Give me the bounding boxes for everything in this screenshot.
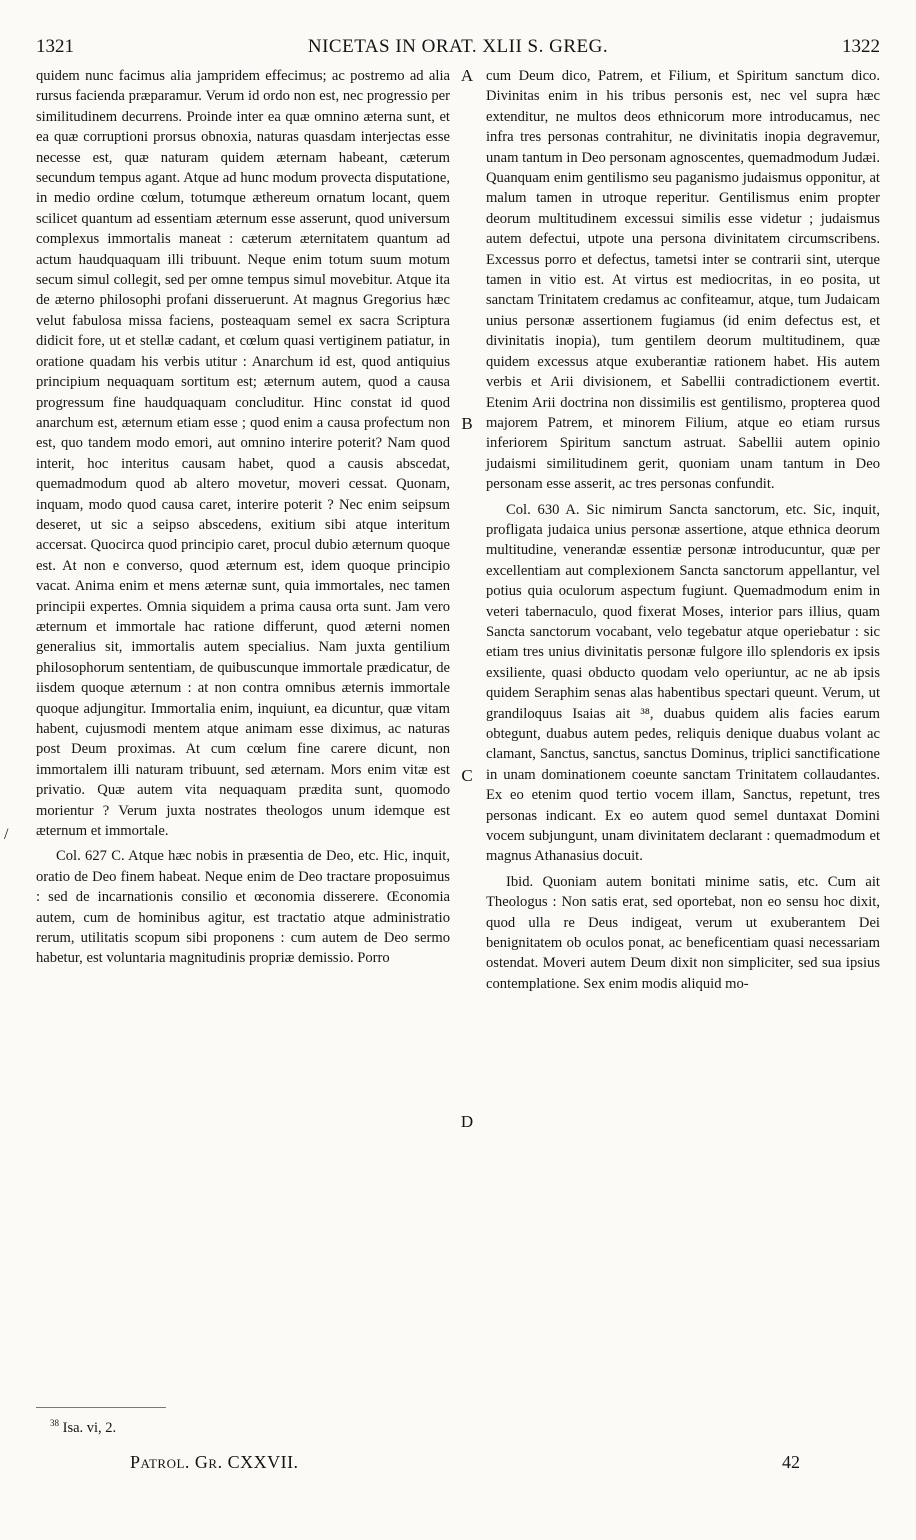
margin-letter-b: B <box>461 414 473 433</box>
footnote-text: Isa. vi, 2. <box>62 1419 117 1436</box>
running-title: NICETAS IN ORAT. XLII S. GREG. <box>307 36 609 57</box>
volume-signature: Patrol. Gr. CXXVII. <box>130 1452 299 1472</box>
margin-letter-d: D <box>460 1112 474 1131</box>
margin-letter-c: C <box>461 766 473 785</box>
right-paragraph-1: cum Deum dico, Patrem, et Filium, et Spiritum sanctum dico. Divinitas enim in his tribus personis est, nec vel supra hæc extenditur, ne multos deos ethnicorum more introducamus, nec infra tres personas contrahitur, ne divinitatis inopia degravemur, unam tantum in Deo personam agnoscentes, quemadmodum Judæi. Quanquam enim gentilismo seu paganismo judaismus opponitur, at malum tamen in utroque reperitur. Gentilismus enim propter deorum multitudinem excessui similis esse videtur ; judaismus autem defectui, utpote una persona divinitatem circumscribens. Excessus porro et defectus, tametsi inter se contrarii sint, uterque tamen in vitio est. At virtus est mediocritas, in eo posita, ut sanctam Trinitatem credamus ac confiteamur, atque, tum Judaicam unius personæ assertionem fugiamus (id enim defectus est, et divinitatis inopia), tum gentilem deorum multitudinem, quæ quidem excessus atque exuberantiæ rationem habet. His autem verbis et Arii divisionem, et Sabellii contradictionem evertit. Etenim Arii doctrina non dissimilis est gentilismo, propterea quod majorem Patrem, et minorem Filium, atque eo etiam rursus inferiorem Spiritum sanctum astruat. Sabellii autem opinio judaismi similitudinem gerit, quoniam unam tantum in Deo personam esse asserit, ac tres personas confundit. <box>486 68 880 493</box>
footnote-mark: 38 <box>50 1418 59 1428</box>
left-paragraph-2: Col. 627 C. Atque hæc nobis in præsentia de Deo, etc. Hic, inquit, oratio de Deo finem habeat. Neque enim de Deo tractare proposuimus : sed de incarnationis consilio et œconomia disserere. Œconomia autem, cum de hominibus agitur, est tractatio atque administratio rerum, utilitatis scopum sibi proponens : cum autem de Deo sermo habetur, est voluntaria magnitudinis propriæ demissio. Porro <box>36 848 450 967</box>
left-column <box>36 66 450 969</box>
footnote <box>50 1418 116 1437</box>
right-paragraph-2: Col. 630 A. Sic nimirum Sancta sanctorum, etc. Sic, inquit, profligata judaica unius personæ assertione, atque ethnica deorum multitudine, venerandæ essentiæ personæ introducuntur, quæ per excellentiam aut complexionem Sancta sanctorum appellantur, vel potius quia oculorum aspectum fugiunt. Quemadmodum enim in veteri tabernaculo, quod fixerat Moses, interior pars illius, quam Sancta sanctorum vocabant, velo tegebatur atque operiebatur : sic etiam tres unius divinitatis personæ fulgore illo splendoris ex ipsis exsiliente, quasi obducto quodam velo operiuntur, ac ne ab ipsis quidem Seraphim senas alas habentibus spectari queunt. Verum, ut grandiloquus Isaias ait ³⁸, duabus quidem alis facies earum obtegunt, duabus autem pedes, reliquis denique duabus volant ac clamant, Sanctus, sanctus, sanctus Dominus, triplici sanctificatione in unam dominationem coeunte sanctam Trinitatem collaudantes. Ex eo etenim quod tertio vocem illam, Sanctus, repetunt, tres personas indicant. Ex eo autem quod semel duntaxat Domini vocem subjungunt, unam divinitatem declarant : quemadmodum et magnus Athanasius docuit. <box>486 501 880 865</box>
running-header <box>36 36 880 62</box>
right-paragraph-3: Ibid. Quoniam autem bonitati minime satis, etc. Cum ait Theologus : Non satis erat, sed oportebat, non eo sensu hoc dixit, quod ulla re Deus indigeat, verum ut exuberantem Dei benignitatem ob oculos ponat, ac beneficentiam quasi necessariam ostendat. Moveri autem Deum dixit non simpliciter, sed sua ipsius contemplatione. Sex enim modis aliquid mo- <box>486 873 880 992</box>
page-number-left: 1321 <box>36 36 74 57</box>
margin-letter-a: A <box>460 66 474 85</box>
footnote-rule <box>36 1407 166 1408</box>
page-number-right: 1322 <box>842 36 880 57</box>
margin-mark: / <box>4 826 9 843</box>
left-paragraph-1: quidem nunc facimus alia jampridem effecimus; ac postremo ad alia rursus facienda præparamur. Verum id ordo non est, nec progressio per similitudinem decurrens. Proinde inter ea quæ omnino æterna sunt, et ea quæ corruptioni prorsus obnoxia, naturas quasdam interjectas esse necesse est, quæ naturam quidem æternam habeant, cæterum secundum tempus agant. Atque ad hunc modum provecta disputatione, in medio ordine cœlum, totumque æthereum ornatum locant, quem scilicet quantum ad essentiam æternum esse asserunt, quod universum complexus immortalis maneat : cæterum æternitatem quantum ad actum haudquaquam illi tribuunt. Neque enim totum suum motum secum simul collegit, sed per omne tempus simul movebitur. Atque ita de æterno philosophi profani disseruerunt. At magnus Gregorius hæc velut fabulosa missa faciens, posteaquam semel ex sacra Scriptura didicit fore, ut et stellæ cadant, et cœlum quasi vertiginem patiatur, in oratione quadam his verbis utitur : Anarchum id est, quod antiquius principium nequaquam sortitum est; æternum autem, quod a causa progressum fine haudquaquam concluditur. Hinc constat id quod anarchum est, æternum etiam esse ; quod enim a causa profectum non est, quo tandem modo emori, aut omnino interire poterit? Nam quod interit, hoc interitus causam habet, quod a causis abscedat, quemadmodum quod ab altero movetur, moveri cessat. Quonam, inquam, modo quod causa caret, interire poterit ? Nec enim seipsum deseret, ut sic a seipso abscedens, exitium sibi atque interitum accersat. Quocirca quod principio caret, procul dubio æternum quoque est. At non e converso, quod æternum est, idem quoque principio vacat. Anima enim et mens æternæ sunt, quia immortales, nec tamen principii expertes. Omnia siquidem a prima causa orta sunt. Jam vero æternum et immortale hac ratione differunt, quod æterni nomen generalius sit, immortalis autem specialius. Nam juxta gentilium philosophorum sententiam, de quibuscunque immortale prædicatur, de iisdem quoque æternum : at non contra omnibus æternis immortale quoque adjungitur. Immortalia enim, inquiunt, ea dicuntur, quæ vitam habent, cujusmodi mentem atque animam esse diximus, ac naturas post Deum proximas. At cum cœlum fine carere dicunt, non immortalem illi naturam tribuunt, sed æternam. Mors enim vitæ est privatio. Quæ autem vita nequaquam prædita sunt, quomodo morientur ? Verum juxta nostrates theologos unum idemque est æternum et immortale. <box>36 68 450 840</box>
right-column <box>486 66 880 994</box>
signature-number: 42 <box>782 1452 800 1472</box>
